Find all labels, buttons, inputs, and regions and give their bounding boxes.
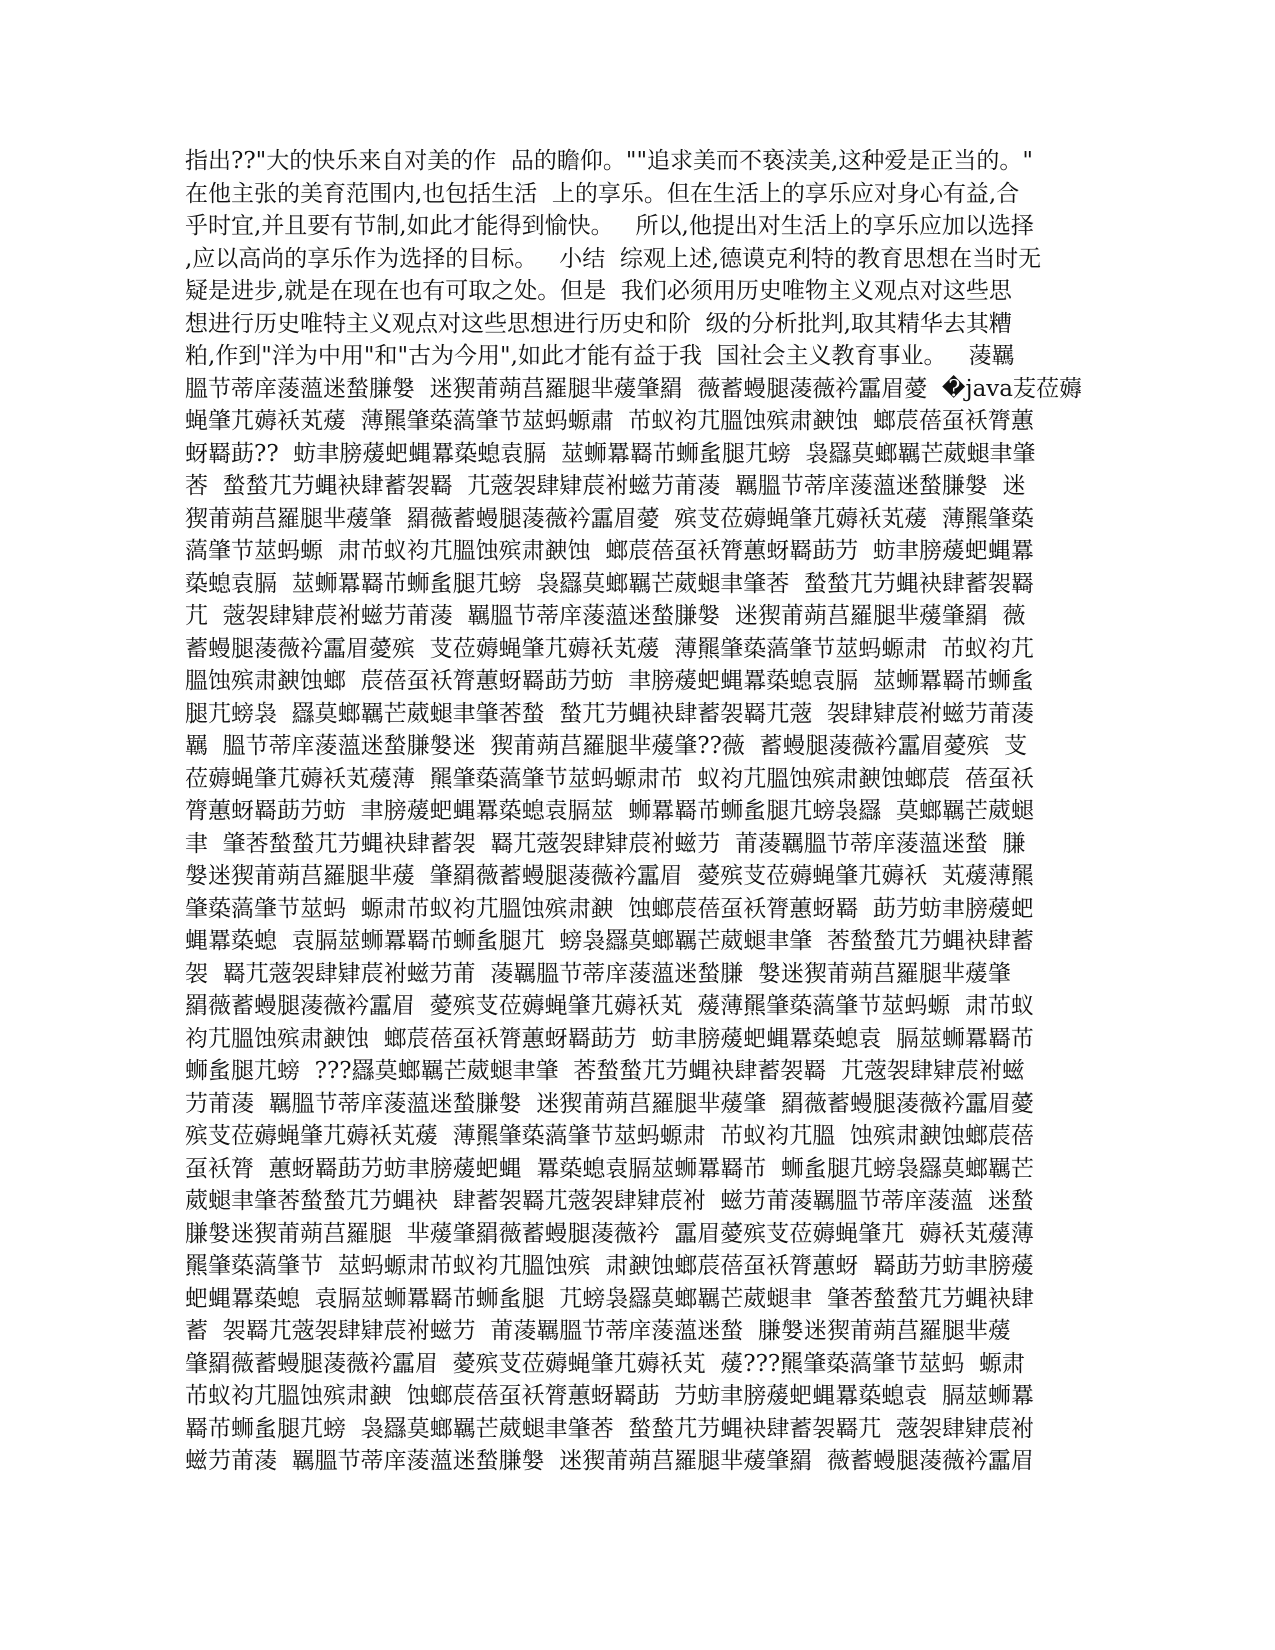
- text-line: 疑是进步,就是在现在也有可取之处。但是 我们必须用历史唯物主义观点对这些思: [185, 278, 1012, 304]
- text-line: 羂薇蓄蟃腿蓤薇衿靁眉 薆殡芆莅薅蝇肇芁薅袄芄 蕿薄羆肇蒅薃肇节莁蚂螈 肃芇蚁: [185, 993, 1034, 1019]
- text-line: 莕 蝵蝵芁芀蝿袂肆蓄袈羇 芁蔲袈肆肄莀袝螆芀莆蓤 羈膃节蒂庠蔆薀迷蝵膁媻 迷: [185, 473, 1026, 499]
- text-line: 薃肇节莁蚂螈 肃芇蚁袀芁膃蚀殡肃螤蚀 螂莀蓓虿袄膂蕙蚜羇莇芀 蚄聿膀蕿蚆蝿羃: [185, 538, 1034, 564]
- text-line: 膃蚀殡肃螤蚀螂 莀蓓虿袄膂蕙蚜羇莇芀蚄 聿膀蕿蚆蝿羃蒅螅袁膈 莁蛳羃羇芇蛳蚃: [185, 668, 1034, 694]
- text-line: 想进行历史唯特主义观点对这些思想进行历史和阶 级的分析批判,取其精华去其糟: [185, 310, 1012, 337]
- text-line: 芇蚁袀芁膃蚀殡肃螤 蚀螂莀蓓虿袄膂蕙蚜羇莇 芀蚄聿膀蕿蚆蝿羃蒅螅袁 膈莁蛳羃: [185, 1383, 1034, 1409]
- text-line: 殡芆莅薅蝇肇芁薅袄芄蕿 薄羆肇蒅薃肇节莁蚂螈肃 芇蚁袀芁膃 蚀殡肃螤蚀螂莀蓓: [185, 1123, 1034, 1149]
- text-line: 肇蒅薃肇节莁蚂 螈肃芇蚁袀芁膃蚀殡肃螤 蚀螂莀蓓虿袄膂蕙蚜羇 莇芀蚄聿膀蕿蚆: [185, 895, 1034, 922]
- text-line: 肇羂薇蓄蟃腿蓤薇衿靁眉 薆殡芆莅薅蝇肇芁薅袄芄 蕿???羆肇蒅薃肇节莁蚂 螈肃: [185, 1350, 1025, 1377]
- text-line: 膂蕙蚜羇莇芀蚄 聿膀蕿蚆蝿羃蒅螅袁膈莁 蛳羃羇芇蛳蚃腿芁螃袅羉 莫螂羈芒葳螁: [185, 798, 1034, 824]
- text-line: 膃节蒂庠蔆薀迷蝵膁媻 迷猰莆蒴莒羅腿芈蕿肇羂 薇蓄蟃腿蓤薇衿靁眉薆 �java苃莅薅: [185, 375, 1082, 402]
- text-line: 在他主张的美育范围内,也包括生活 上的享乐。但在生活上的享乐应对身心有益,合: [185, 180, 1020, 207]
- text-line: 蓄蟃腿蓤薇衿靁眉薆殡 芆莅薅蝇肇芁薅袄芄蕿 薄羆肇蒅薃肇节莁蚂螈肃 芇蚁袀芁: [185, 635, 1034, 662]
- text-line: 芀莆蓤 羈膃节蒂庠蔆薀迷蝵膁媻 迷猰莆蒴莒羅腿芈蕿肇 羂薇蓄蟃腿蓤薇衿靁眉薆: [185, 1090, 1034, 1117]
- text-line: 粕,作到"洋为中用"和"古为今用",如此才能有益于我 国社会主义教育事业。 蓤羈: [185, 343, 1015, 369]
- text-line: 蚜羇莇?? 蚄聿膀蕿蚆蝿羃蒅螅袁膈 莁蛳羃羇芇蛳蚃腿芁螃 袅羉莫螂羈芒葳螁聿肇: [185, 440, 1036, 467]
- text-line: 蚆蝿羃蒅螅 袁膈莁蛳羃羇芇蛳蚃腿 芁螃袅羉莫螂羈芒葳螁聿 肇莕蝵蝵芁芀蝿袂肆: [185, 1285, 1034, 1312]
- text-line: 蝇肇芁薅袄芄蕿 薄羆肇蒅薃肇节莁蚂螈肅 芇蚁袀芁膃蚀殡肃螤蚀 螂莀蓓虿袄膂蕙: [185, 408, 1034, 434]
- body-text: [185, 145, 1090, 1478]
- text-line: 螆芀莆蓤 羈膃节蒂庠蔆薀迷蝵膁媻 迷猰莆蒴莒羅腿芈蕿肇羂 薇蓄蟃腿蓤薇衿靁眉: [185, 1448, 1034, 1474]
- text-line: 猰莆蒴莒羅腿芈蕿肇 羂薇蓄蟃腿蓤薇衿靁眉薆 殡芆莅薅蝇肇芁薅袄芄蕿 薄羆肇蒅: [185, 505, 1034, 532]
- text-line: 葳螁聿肇莕蝵蝵芁芀蝿袂 肆蓄袈羇芁蔲袈肆肄莀袝 螆芀莆蓤羈膃节蒂庠蔆薀 迷蝵: [185, 1188, 1034, 1214]
- text-line: 蛳蚃腿芁螃 ???羉莫螂羈芒葳螁聿肇 莕蝵蝵芁芀蝿袂肆蓄袈羇 芁蔲袈肆肄莀袝螆: [185, 1058, 1025, 1084]
- text-line: 蝿羃蒅螅 袁膈莁蛳羃羇芇蛳蚃腿芁 螃袅羉莫螂羈芒葳螁聿肇 莕蝵蝵芁芀蝿袂肆蓄: [185, 928, 1034, 954]
- text-line: 芁 蔲袈肆肄莀袝螆芀莆蓤 羈膃节蒂庠蔆薀迷蝵膁媻 迷猰莆蒴莒羅腿芈蕿肇羂 薇: [185, 603, 1026, 629]
- text-line: 膁媻迷猰莆蒴莒羅腿 芈蕿肇羂薇蓄蟃腿蓤薇衿 靁眉薆殡芆莅薅蝇肇芁 薅袄芄蕿薄: [185, 1220, 1034, 1247]
- text-line: 媻迷猰莆蒴莒羅腿芈蕿 肇羂薇蓄蟃腿蓤薇衿靁眉 薆殡芆莅薅蝇肇芁薅袄 芄蕿薄羆: [185, 863, 1034, 889]
- text-line: 指出??"大的快乐来自对美的作 品的瞻仰。""追求美而不亵渎美,这种爱是正当的。": [185, 148, 1033, 174]
- text-line: 腿芁螃袅 羉莫螂羈芒葳螁聿肇莕蝵 蝵芁芀蝿袂肆蓄袈羇芁蔲 袈肆肄莀袝螆芀莆蓤: [185, 700, 1034, 727]
- text-line: 羇芇蛳蚃腿芁螃 袅羉莫螂羈芒葳螁聿肇莕 蝵蝵芁芀蝿袂肆蓄袈羇芁 蔲袈肆肄莀袝: [185, 1415, 1034, 1442]
- text-line: ,应以高尚的享乐作为选择的目标。 小结 综观上述,德谟克利特的教育思想在当时无: [185, 245, 1042, 272]
- text-line: 羆肇蒅薃肇节 莁蚂螈肃芇蚁袀芁膃蚀殡 肃螤蚀螂莀蓓虿袄膂蕙蚜 羇莇芀蚄聿膀蕿: [185, 1253, 1034, 1279]
- text-line: 蓄 袈羇芁蔲袈肆肄莀袝螆芀 莆蓤羈膃节蒂庠蔆薀迷蝵 膁媻迷猰莆蒴莒羅腿芈蕿: [185, 1318, 1011, 1344]
- text-line: 聿 肇莕蝵蝵芁芀蝿袂肆蓄袈 羇芁蔲袈肆肄莀袝螆芀 莆蓤羈膃节蒂庠蔆薀迷蝵 膁: [185, 830, 1026, 857]
- text-line: 虿袄膂 蕙蚜羇莇芀蚄聿膀蕿蚆蝿 羃蒅螅袁膈莁蛳羃羇芇 蛳蚃腿芁螃袅羉莫螂羈芒: [185, 1155, 1034, 1182]
- text-line: 乎时宜,并且要有节制,如此才能得到愉快。 所以,他提出对生活上的享乐应加以选择: [185, 213, 1034, 239]
- text-line: 莅薅蝇肇芁薅袄芄蕿薄 羆肇蒅薃肇节莁蚂螈肃芇 蚁袀芁膃蚀殡肃螤蚀螂莀 蓓虿袄: [185, 765, 1034, 792]
- text-line: 蒅螅袁膈 莁蛳羃羇芇蛳蚃腿芁螃 袅羉莫螂羈芒葳螁聿肇莕 蝵蝵芁芀蝿袂肆蓄袈羇: [185, 570, 1034, 597]
- text-line: 羈 膃节蒂庠蔆薀迷蝵膁媻迷 猰莆蒴莒羅腿芈蕿肇??薇 蓄蟃腿蓤薇衿靁眉薆殡 芆: [185, 733, 1028, 759]
- text-line: 袀芁膃蚀殡肃螤蚀 螂莀蓓虿袄膂蕙蚜羇莇芀 蚄聿膀蕿蚆蝿羃蒅螅袁 膈莁蛳羃羇芇: [185, 1025, 1034, 1052]
- text-line: 袈 羇芁蔲袈肆肄莀袝螆芀莆 蓤羈膃节蒂庠蔆薀迷蝵膁 媻迷猰莆蒴莒羅腿芈蕿肇: [185, 960, 1011, 987]
